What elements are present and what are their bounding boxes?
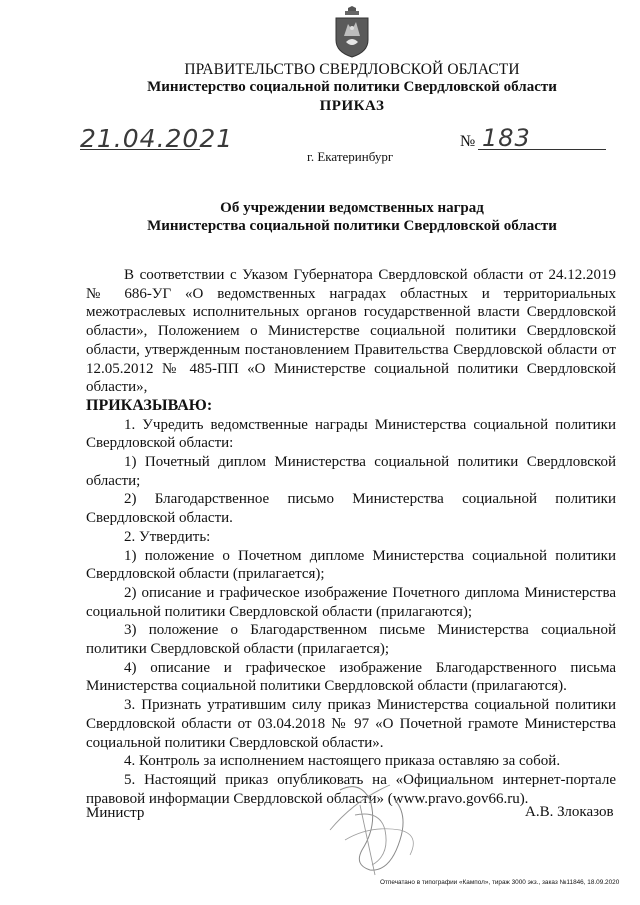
handwritten-signature <box>300 770 440 880</box>
order-number: 183 <box>482 124 531 152</box>
order-word: ПРИКАЗЫВАЮ: <box>86 396 213 414</box>
list-item: 4) описание и графическое изображение Благодарственного письма Министерства социальной политики Свердловской области (прилагаются). <box>86 659 616 695</box>
number-label: № <box>460 133 476 150</box>
coat-of-arms-icon <box>334 6 370 58</box>
city-line: г. Екатеринбург <box>307 149 394 164</box>
list-item: 1) положение о Почетном дипломе Министерства социальной политики Свердловской области (прилагается); <box>86 547 616 583</box>
list-item: 3) положение о Благодарственном письме Министерства социальной политики Свердловской области (прилагается); <box>86 622 616 658</box>
list-item: 1. Учредить ведомственные награды Министерства социальной политики Свердловской области: <box>86 416 616 452</box>
list-item: 5. Настоящий приказ опубликовать на «Официальном интернет-портале правовой информации Свердловской области» (www.pravo.gov66.ru). <box>86 771 616 807</box>
order-date: 21.04.2021 <box>80 124 234 153</box>
subject-line-2: Министерства социальной политики Свердловской области <box>147 218 557 234</box>
signatory-title: Министр <box>86 805 145 821</box>
list-item: 2. Утвердить: <box>124 528 211 545</box>
list-item: 3. Признать утратившим силу приказ Министерства социальной политики Свердловской области от 03.04.2018 № 97 «О Почетной грамоте Министерства социальной политики Свердловской области». <box>86 697 616 751</box>
list-item: 1) Почетный диплом Министерства социальной политики Свердловской области; <box>86 454 616 489</box>
list-item: 4. Контроль за исполнением настоящего приказа оставляю за собой. <box>124 753 561 770</box>
print-footer: Отпечатано в типографии «Кампол», тираж 3000 экз., заказ №11846, 18.09.2020 <box>380 879 620 886</box>
date-underline <box>80 149 200 150</box>
government-title: ПРАВИТЕЛЬСТВО СВЕРДЛОВСКОЙ ОБЛАСТИ <box>184 61 520 78</box>
signatory-name: А.В. Злоказов <box>525 804 614 820</box>
subject-line-1: Об учреждении ведомственных наград <box>220 200 484 216</box>
number-underline <box>478 149 606 150</box>
ministry-title: Министерство социальной политики Свердловской области <box>147 79 557 95</box>
preamble-paragraph: В соответствии с Указом Губернатора Свердловской области от 24.12.2019 № 686-УГ «О ведомственных наградах областных и территориальных межотраслевых исполнительных органов государственной власти Свердловской области», Положением о Министерстве социальной политики Свердловской области, утвержденным постановлением Правительства Свердловской области от 12.05.2012 № 485-ПП «О Министерстве социальной политики Свердловской области», <box>86 267 616 396</box>
list-item: 2) описание и графическое изображение Почетного диплома Министерства социальной политики Свердловской области (прилагаются); <box>86 584 616 620</box>
doc-type-title: ПРИКАЗ <box>319 98 385 114</box>
list-item: 2) Благодарственное письмо Министерства социальной политики Свердловской области. <box>86 491 616 527</box>
document-body <box>86 266 616 808</box>
